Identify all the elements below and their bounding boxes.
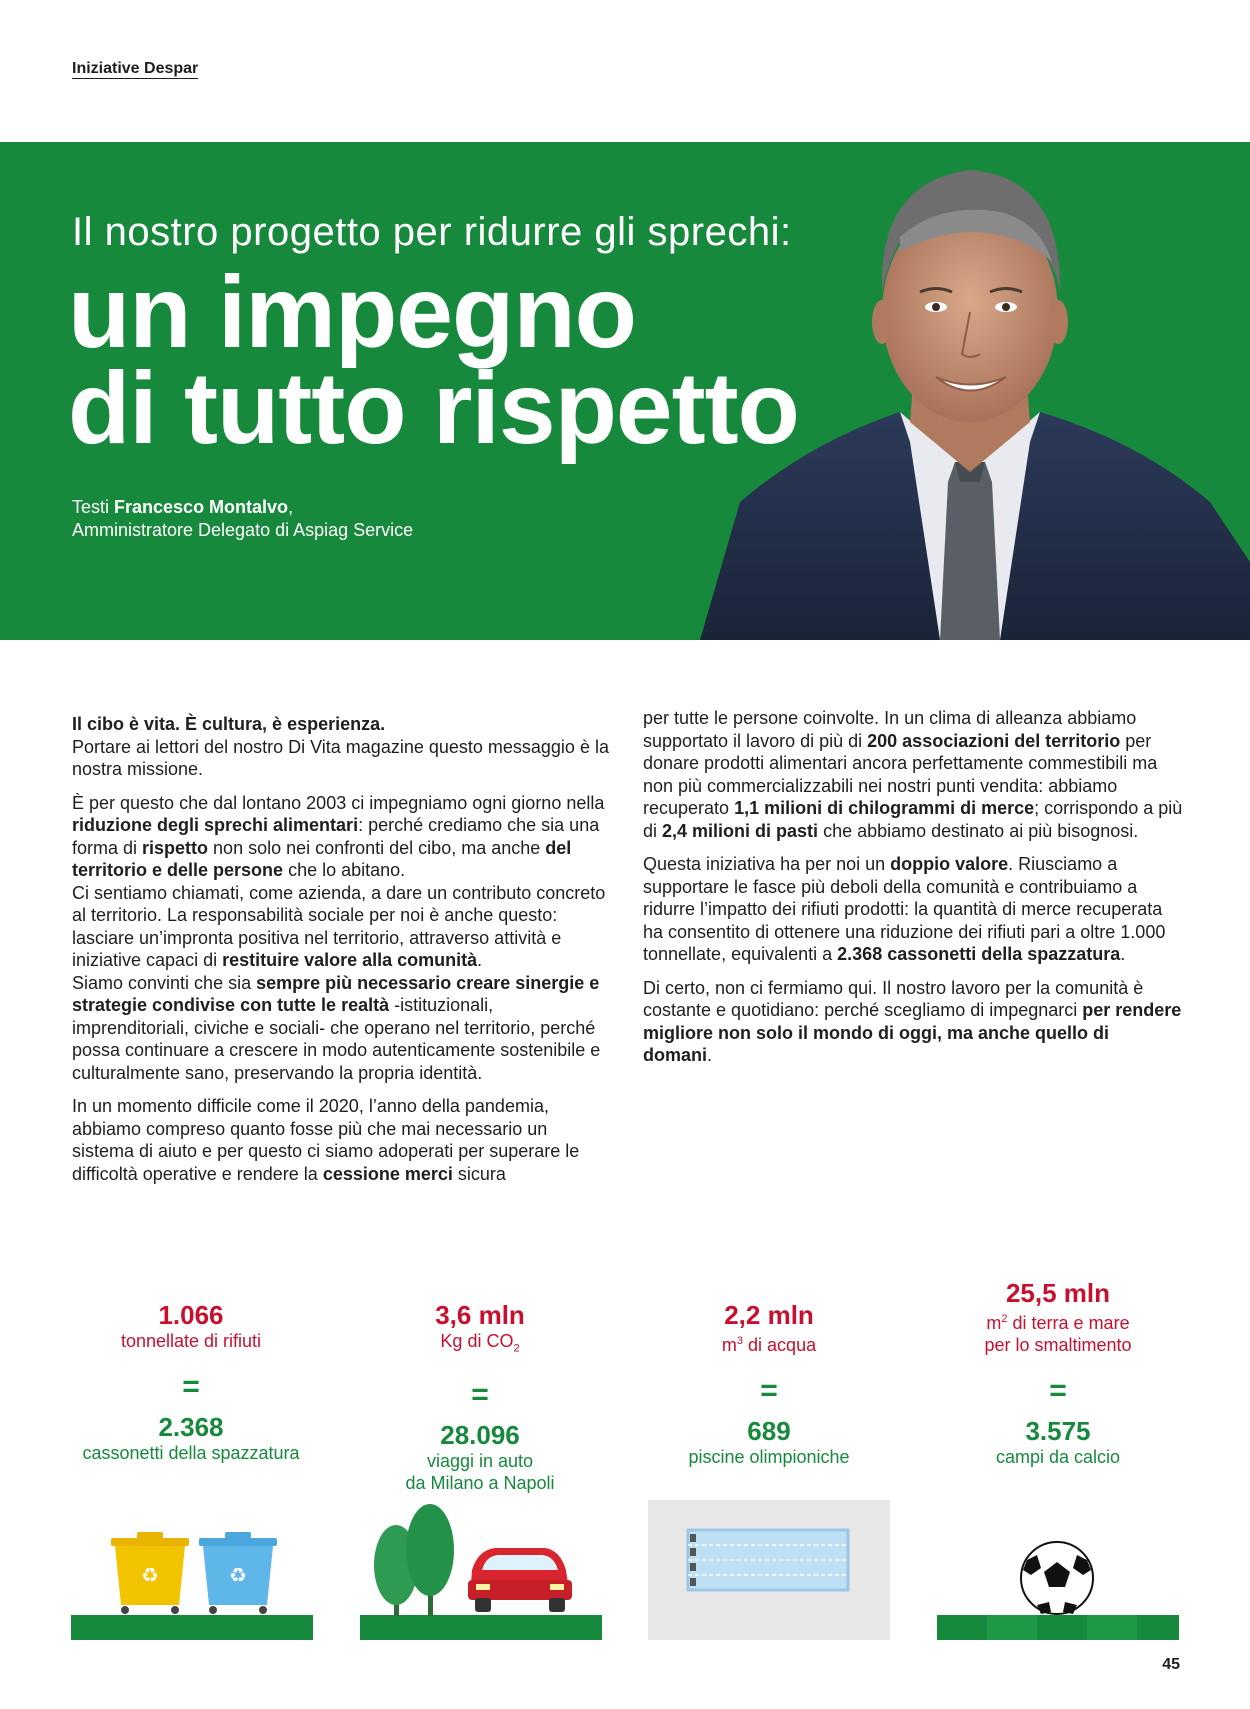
- unit-subscript: 2: [513, 1342, 520, 1355]
- bold-span: restituire valore alla comunità: [222, 950, 478, 970]
- text-span: sicura: [452, 1163, 506, 1184]
- bold-span: 2,4 milioni di pasti: [662, 820, 819, 841]
- text-span: .: [707, 1045, 713, 1065]
- portrait-photo: [700, 142, 1250, 640]
- text-span: È per questo che dal lontano 2003 ci impegniamo ogni giorno nella: [72, 792, 605, 813]
- equiv-label: piscine olimpioniche: [688, 1447, 850, 1467]
- stat-waste: [46, 1300, 336, 1464]
- unit-text: di terra e mare: [1007, 1313, 1130, 1333]
- text-span: . Riusciamo a supportare le fasce più deboli della comunità e contribuiamo a ridurre l’impatto dei rifiuti prodotti: la quantità di merce recuperata ha consentito di ottenere una riduzione dei rifiuti pari a oltre 1.000 tonnellate, equivalenti a: [643, 854, 1166, 964]
- blue-bin-icon: [199, 1532, 277, 1614]
- equiv-label: cassonetti della spazzatura: [82, 1443, 300, 1463]
- equiv-value: 689: [747, 1416, 791, 1446]
- svg-text:♻: ♻: [229, 1563, 247, 1587]
- paragraph-conclusion: [643, 977, 1183, 1067]
- bold-span: 200 associazioni del territorio: [867, 730, 1121, 751]
- author-name: Francesco Montalvo: [114, 497, 289, 517]
- equiv-value: 3.575: [1025, 1416, 1091, 1446]
- bold-span: sempre più necessario creare sinergie e strategie condivise con tutte le realtà: [72, 972, 600, 1015]
- stat-unit-2: per lo smaltimento: [984, 1335, 1132, 1355]
- stat-unit: [335, 1330, 625, 1360]
- bold-span: 2.368 cassonetti della spazzatura: [837, 944, 1121, 964]
- stat-value: 25,5 mln: [1005, 1278, 1111, 1308]
- football-icon: [1021, 1542, 1093, 1614]
- equals-sign: =: [1049, 1374, 1067, 1407]
- text-span: Questa iniziativa ha per noi un: [643, 854, 891, 874]
- unit-text: Kg di CO: [440, 1331, 514, 1351]
- pool-icon: [688, 1530, 848, 1590]
- stat-value: 1.066: [158, 1300, 224, 1330]
- stat-co2: [335, 1300, 625, 1494]
- bold-span: cessione merci: [322, 1163, 453, 1184]
- hero-title: [68, 255, 799, 465]
- hero-title-line-1: un impegno: [68, 255, 636, 369]
- paragraph-double-value: [643, 853, 1183, 966]
- section-label: Iniziative Despar: [72, 60, 199, 77]
- equiv-label-1: viaggi in auto: [426, 1450, 534, 1471]
- text-span: ; corrispondo a più di: [643, 798, 1183, 841]
- unit-superscript: 3: [736, 1335, 744, 1347]
- paragraph-associations: [643, 707, 1183, 842]
- text-span: Ci sentiamo chiamati, come azienda, a dare un contributo concreto al territorio. La responsabilità sociale per noi è anche questo: lasciare un’impronta positiva nel territorio, attraverso attività e iniziative capaci di: [72, 882, 606, 970]
- unit-text: m: [721, 1335, 737, 1355]
- equals-sign: =: [760, 1374, 778, 1407]
- text-span: che abbiamo destinato ai più bisognosi.: [818, 820, 1139, 841]
- trees-car-illustration: [360, 1500, 602, 1640]
- paragraph-mission: [72, 792, 612, 1085]
- equiv-label: campi da calcio: [995, 1447, 1121, 1467]
- car-icon: [468, 1548, 572, 1612]
- unit-text: m: [986, 1313, 1002, 1333]
- stat-unit: [624, 1330, 914, 1356]
- bold-span: 1,1 milioni di chilogrammi di merce: [734, 798, 1035, 818]
- bold-span: riduzione degli sprechi alimentari: [72, 815, 359, 835]
- hero-subtitle: Il nostro progetto per ridurre gli sprechi:: [72, 210, 792, 254]
- article-column-right: [643, 707, 1183, 1078]
- bold-span: del territorio e delle persone: [72, 837, 572, 880]
- unit-superscript: 2: [1001, 1313, 1008, 1325]
- tree-icon: [374, 1504, 454, 1616]
- hero-banner: [0, 142, 1250, 640]
- text-span: -istituzionali, imprenditoriali, civiche e sociali- che operano nel territorio, perché possa continuare a crescere in modo autenticamente sostenibile e culturalmente sano, preservando la propria identità.: [72, 995, 601, 1083]
- text-span: .: [477, 950, 483, 970]
- credit-suffix: ,: [288, 497, 294, 517]
- text-span: per tutte le persone coinvolte. In un clima di alleanza abbiamo supportato il lavoro di più di: [643, 708, 1137, 751]
- paragraph-intro: [72, 713, 612, 781]
- stat-value: 3,6 mln: [435, 1300, 525, 1330]
- football-field-illustration: [937, 1500, 1179, 1640]
- stat-value: 2,2 mln: [724, 1300, 814, 1330]
- bold-span: per rendere migliore non solo il mondo di oggi, ma anche quello di domani: [643, 1000, 1182, 1065]
- waste-bins-illustration: [71, 1500, 313, 1640]
- text-span: non solo nei confronti del cibo, ma anche: [208, 837, 546, 858]
- paragraph-pandemic: [72, 1095, 612, 1185]
- equiv-label-2: da Milano a Napoli: [405, 1472, 555, 1493]
- article-column-left: [72, 713, 612, 1196]
- text-span: : perché crediamo che sia una forma di: [72, 815, 600, 858]
- stat-unit: tonnellate di rifiuti: [120, 1331, 262, 1351]
- text-span: che lo abitano.: [283, 860, 406, 880]
- author-credit: [72, 496, 413, 542]
- unit-text: di acqua: [743, 1335, 817, 1355]
- hero-title-line-2: di tutto rispetto: [68, 351, 799, 465]
- equiv-value: 2.368: [158, 1412, 224, 1442]
- text-span: Siamo convinti che sia: [72, 972, 257, 993]
- text-span: In un momento difficile come il 2020, l’anno della pandemia, abbiamo compreso quanto fosse più che mai necessario un sistema di aiuto e per questo ci siamo adoperati per superare le difficoltà operative e rendere la: [72, 1096, 580, 1184]
- page-number: 45: [1162, 1656, 1180, 1673]
- credit-prefix: Testi: [72, 497, 115, 517]
- stat-land: [913, 1278, 1203, 1468]
- bold-span: doppio valore: [890, 854, 1009, 874]
- equals-sign: =: [471, 1377, 489, 1411]
- svg-text:♻: ♻: [141, 1563, 159, 1587]
- equiv-value: 28.096: [440, 1419, 520, 1450]
- text-span: Di certo, non ci fermiamo qui. Il nostro lavoro per la comunità è costante e quotidiano: perché scegliamo di impegnarci: [643, 977, 1144, 1020]
- equals-sign: =: [182, 1370, 200, 1403]
- pool-illustration: [648, 1500, 890, 1640]
- bold-span: rispetto: [142, 837, 209, 858]
- text-span: per donare prodotti alimentari ancora perfettamente commestibili ma non più commercializzabili nei nostri punti vendita: abbiamo recuperato: [643, 730, 1158, 818]
- author-role: Amministratore Delegato di Aspiag Service: [72, 520, 414, 540]
- intro-text: Portare ai lettori del nostro Di Vita magazine questo messaggio è la nostra missione.: [72, 736, 609, 779]
- text-span: .: [1120, 944, 1126, 964]
- stat-water: [624, 1300, 914, 1468]
- yellow-bin-icon: [111, 1532, 189, 1614]
- stat-unit: [913, 1308, 1203, 1334]
- intro-bold: Il cibo è vita. È cultura, è esperienza.: [72, 714, 386, 734]
